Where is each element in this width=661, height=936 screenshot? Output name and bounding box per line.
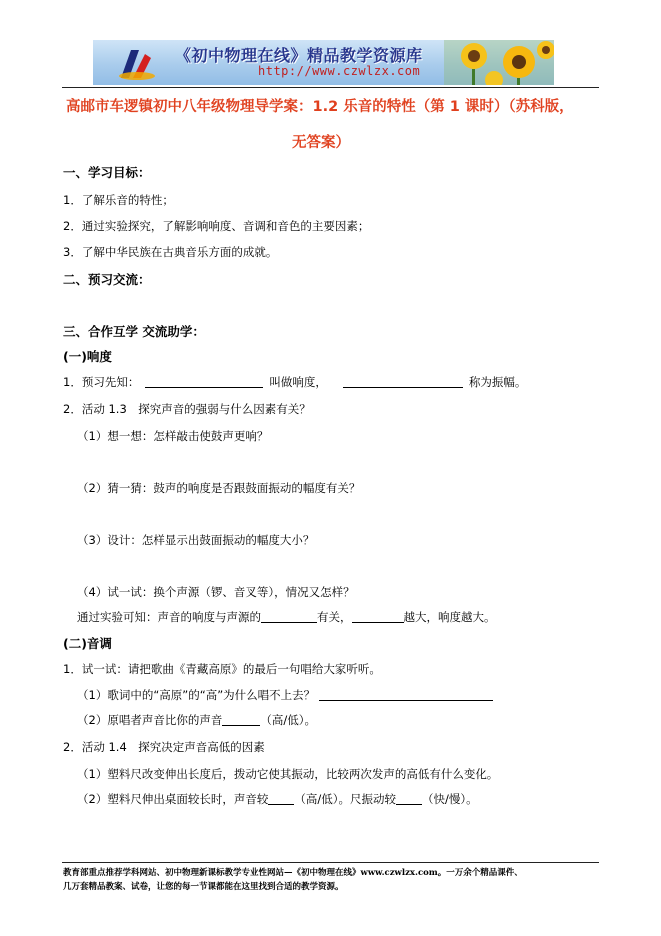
- question-text: 通过实验可知：声音的响度与声源的: [77, 610, 261, 624]
- answer-blank[interactable]: [261, 610, 317, 623]
- activity-heading: 2．活动 1.3 探究声音的强弱与什么因素有关？: [63, 402, 311, 416]
- question-preview: [63, 374, 526, 390]
- question-compare: [77, 712, 316, 728]
- question-text: （高/低）。: [260, 713, 316, 727]
- question-text: （快/慢）。: [421, 792, 478, 806]
- question-text: 越大，响度越大。: [403, 610, 496, 624]
- header-divider: [62, 87, 599, 88]
- activity-question: [77, 791, 478, 807]
- activity-question: （1）塑料尺改变伸出长度后，拨动它使其振动，比较两次发声的高低有什么变化。: [77, 767, 499, 781]
- banner-title: 《初中物理在线》精品教学资源库: [175, 46, 423, 65]
- question-text: （高/低）。尺振动较: [294, 792, 396, 806]
- footer-line1: 教育部重点推荐学科网站、初中物理新课标教学专业性网站—《初中物理在线》www.czwlzx.com。一万余个精品课件、: [63, 868, 523, 878]
- footer-divider: [62, 862, 599, 863]
- question-text: （1）歌词中的“高原”的“高”为什么唱不上去？: [77, 688, 316, 702]
- question-why: [77, 687, 493, 703]
- answer-blank[interactable]: [145, 375, 263, 388]
- document-title-line2: 无答案）: [292, 135, 350, 151]
- section-heading-goals: 一、学习目标：: [63, 165, 151, 180]
- activity-question: （2）猜一猜：鼓声的响度是否跟鼓面振动的幅度有关？: [77, 481, 361, 495]
- section-heading-cooperation: 三、合作互学 交流助学：: [63, 324, 205, 339]
- conclusion-sentence: [77, 609, 496, 625]
- question-text: 1．预习先知：: [63, 375, 140, 389]
- activity-question: （3）设计：怎样显示出鼓面振动的幅度大小？: [77, 533, 315, 547]
- goal-item: 1．了解乐音的特性；: [63, 193, 174, 207]
- question-try: 1．试一试：请把歌曲《青藏高原》的最后一句唱给大家听听。: [63, 662, 381, 676]
- goal-item: 3．了解中华民族在古典音乐方面的成就。: [63, 245, 278, 259]
- banner-url[interactable]: http://www.czwlzx.com: [258, 64, 421, 78]
- section-heading-preview: 二、预习交流：: [63, 272, 151, 287]
- answer-blank[interactable]: [222, 713, 260, 726]
- subsection-heading-loudness: (一)响度: [63, 349, 112, 364]
- document-title-line1: 高邮市车逻镇初中八年级物理导学案：1.2 乐音的特性（第 1 课时）（苏科版，: [66, 99, 574, 115]
- activity-question: （4）试一试：换个声源（锣、音叉等），情况又怎样？: [77, 585, 355, 599]
- activity-question: （1）想一想：怎样敲击使鼓声更响？: [77, 429, 269, 443]
- activity-heading: 2．活动 1.4 探究决定声音高低的因素: [63, 740, 265, 754]
- subsection-heading-pitch: (二)音调: [63, 636, 112, 651]
- answer-blank[interactable]: [319, 688, 493, 701]
- site-logo-icon: [115, 44, 159, 82]
- answer-blank[interactable]: [268, 792, 294, 805]
- question-text: 叫做响度，: [269, 375, 327, 389]
- sunflower-image: [444, 40, 554, 85]
- question-text: 称为振幅。: [468, 375, 527, 389]
- footer-line2: 几万套精品教案、试卷，让您的每一节课都能在这里找到合适的教学资源。: [63, 882, 344, 892]
- question-text: 有关，: [317, 610, 352, 624]
- answer-blank[interactable]: [396, 792, 422, 805]
- goal-item: 2．通过实验探究，了解影响响度、音调和音色的主要因素；: [63, 219, 370, 233]
- question-text: （2）原唱者声音比你的声音: [77, 713, 223, 727]
- answer-blank[interactable]: [343, 375, 463, 388]
- header-banner: [93, 40, 554, 85]
- question-text: （2）塑料尺伸出桌面较长时，声音较: [77, 792, 269, 806]
- answer-blank[interactable]: [352, 610, 404, 623]
